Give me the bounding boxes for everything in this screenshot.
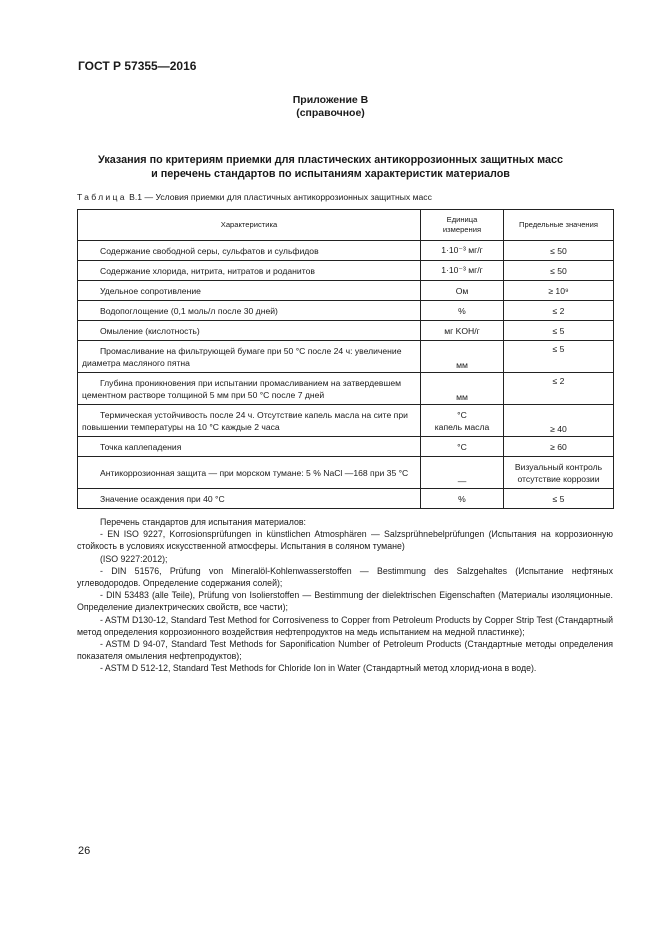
acceptance-table: [77, 209, 614, 509]
appendix-subtitle: (справочное): [296, 107, 365, 119]
cell-limit: ≤ 2: [504, 301, 614, 321]
standards-item: - ASTM D 512-12, Standard Test Methods for Chloride Ion in Water (Стандартный метод хлорид-иона в воде).: [100, 663, 537, 674]
cell-characteristic: Глубина проникновения при испытании промасливанием на затвердевшем цементном растворе толщиной 5 мм при 50 °С после 7 дней: [78, 373, 421, 405]
cell-unit: %: [421, 301, 504, 321]
cell-limit: ≥ 10⁹: [504, 281, 614, 301]
cell-unit-line2: капель масла: [434, 421, 490, 432]
table-row: [78, 373, 614, 405]
cell-unit: мг KOH/г: [421, 321, 504, 341]
table-row: [78, 281, 614, 301]
section-title-line1: Указания по критериям приемки для пластических антикоррозионных защитных масс: [98, 154, 563, 166]
page-number: 26: [78, 845, 91, 857]
standards-item: - DIN 53483 (alle Teile), Prüfung von Isolierstoffen — Bestimmung der dielektrischen Eigenschaften (Материалы изоляционные. Определение диэлектрических свойств, все части);: [77, 590, 613, 613]
table-row: [78, 489, 614, 509]
standards-intro: Перечень стандартов для испытания материалов:: [100, 517, 306, 527]
standards-item: - ASTM D 94-07, Standard Test Methods for Saponification Number of Petroleum Products (Стандартные методы определения показателя омыления нефтепродуктов);: [77, 639, 613, 662]
table-caption: [77, 192, 432, 202]
cell-limit: ≤ 2: [504, 373, 614, 405]
table-row: [78, 457, 614, 489]
table-caption-text: В.1 — Условия приемки для пластичных антикоррозионных защитных масс: [126, 192, 432, 202]
header-characteristic: Характеристика: [78, 210, 421, 241]
table-row: [78, 437, 614, 457]
table-caption-label: Таблица: [77, 192, 127, 202]
table-row: [78, 261, 614, 281]
cell-characteristic: Значение осаждения при 40 °С: [78, 489, 421, 509]
standards-item: - ASTM D130-12, Standard Test Method for Corrosiveness to Copper from Petroleum Products by Copper Strip Test (Стандартный метод определения коррозионного воздействия нефтепродуктов на медь испытанием на медной пластинке);: [77, 614, 613, 637]
cell-unit: 1·10⁻³ мг/г: [421, 261, 504, 281]
standards-list: [77, 516, 613, 675]
cell-limit: [504, 457, 614, 489]
table-row: [78, 321, 614, 341]
cell-unit: —: [421, 457, 504, 489]
cell-limit: ≥ 60: [504, 437, 614, 457]
section-title-line2: и перечень стандартов по испытаниям характеристик материалов: [151, 168, 510, 180]
cell-unit: [421, 405, 504, 437]
cell-characteristic: Термическая устойчивость после 24 ч. Отсутствие капель масла на сите при повышении температуры на 10 °С каждые 2 часа: [78, 405, 421, 437]
table-row: [78, 301, 614, 321]
standards-item: - EN ISO 9227, Korrosionsprüfungen in künstlichen Atmosphären — Salzsprühnebelprüfungen (Испытания на коррозионную стойкость в условиях искусственной атмосферы. Испытания в соляном тумане): [77, 529, 613, 552]
cell-characteristic: Антикоррозионная защита — при морском тумане: 5 % NaCl —168 при 35 °С: [78, 457, 421, 489]
table-header-row: [78, 210, 614, 241]
cell-characteristic: Водопоглощение (0,1 моль/л после 30 дней): [78, 301, 421, 321]
document-header: ГОСТ Р 57355—2016: [78, 59, 197, 73]
appendix-title: Приложение В: [292, 94, 369, 106]
cell-limit: ≤ 5: [504, 321, 614, 341]
cell-unit: мм: [421, 341, 504, 373]
table-row: [78, 341, 614, 373]
cell-characteristic: Содержание свободной серы, сульфатов и сульфидов: [78, 241, 421, 261]
cell-limit: ≥ 40: [504, 405, 614, 437]
cell-unit: °С: [421, 437, 504, 457]
cell-limit: ≤ 50: [504, 241, 614, 261]
cell-unit-line1: °С: [457, 409, 467, 420]
cell-limit: ≤ 5: [504, 489, 614, 509]
cell-characteristic: Точка каплепадения: [78, 437, 421, 457]
cell-unit: %: [421, 489, 504, 509]
cell-characteristic: Удельное сопротивление: [78, 281, 421, 301]
cell-characteristic: Промасливание на фильтрующей бумаге при 50 °С после 24 ч: увеличение диаметра масляного пятна: [78, 341, 421, 373]
cell-limit-line2: отсутствие коррозии: [517, 473, 600, 484]
cell-limit: ≤ 5: [504, 341, 614, 373]
cell-limit-line1: Визуальный контроль: [514, 461, 603, 472]
table-row: [78, 241, 614, 261]
standards-item: - DIN 51576, Prüfung von Mineralöl-Kohlenwasserstoffen — Bestimmung des Salzgehaltes (Испытание нефтяных углеводородов. Определение содержания солей);: [77, 565, 613, 589]
table-row: [78, 405, 614, 437]
standards-item: (ISO 9227:2012);: [100, 553, 168, 564]
cell-unit: мм: [421, 373, 504, 405]
cell-limit: ≤ 50: [504, 261, 614, 281]
cell-characteristic: Омыление (кислотность): [78, 321, 421, 341]
header-unit: Единица измерения: [421, 210, 504, 241]
cell-unit: 1·10⁻³ мг/г: [421, 241, 504, 261]
section-title: [80, 153, 581, 181]
cell-unit: Ом: [421, 281, 504, 301]
header-limit: Предельные значения: [504, 210, 614, 241]
cell-characteristic: Содержание хлорида, нитрита, нитратов и роданитов: [78, 261, 421, 281]
